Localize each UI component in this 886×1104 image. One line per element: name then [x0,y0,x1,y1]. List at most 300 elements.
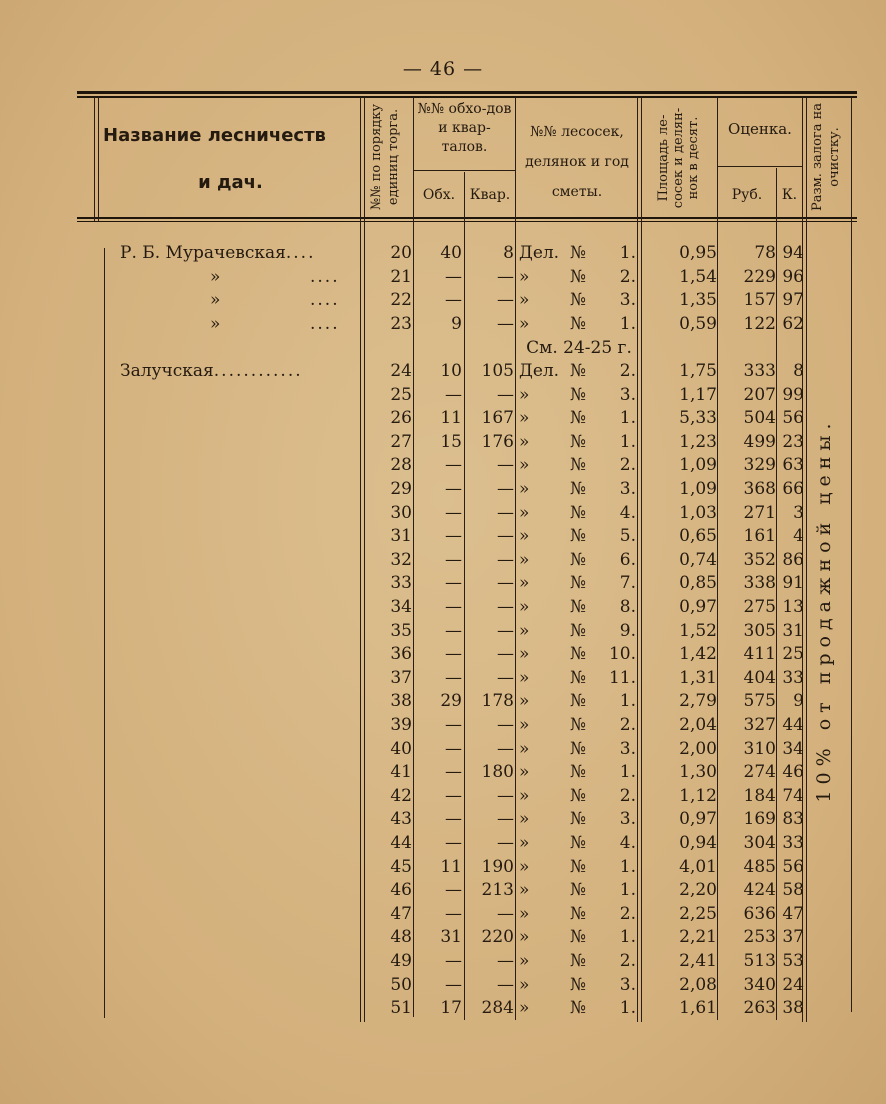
lesoseka-number-cell: 3. [619,384,636,405]
delyanka-cell: » [519,998,530,1019]
forestry-name: Р. Б. Мурачевская [120,243,286,263]
delyanka-cell: Дел. [519,361,560,381]
kopecks-cell: 83 [782,809,804,830]
order-no-cell: 21 [390,266,412,287]
delyanka-cell: » [519,951,530,971]
rubles-cell: 352 [743,549,776,570]
table-top-rule [77,91,857,94]
number-sign-cell: № [569,903,587,924]
delyanka-cell: » [519,785,530,806]
delyanka-cell: » [519,431,530,452]
obhod-cell: 17 [440,998,462,1019]
rubles-cell: 310 [743,738,776,759]
area-cell: 1,03 [679,502,717,523]
obhod-cell: — [445,455,462,476]
table-row [0,478,886,501]
order-no-cell: 38 [390,691,412,712]
year-subheading: См. 24-25 г. [526,338,632,358]
name-col-left-border [94,97,99,221]
obhod-cell: — [445,974,462,995]
rubles-cell: 424 [743,880,776,901]
area-cell: 2,08 [679,974,717,995]
obhod-cell: — [445,644,462,665]
rubles-cell: 333 [743,361,776,381]
kopecks-cell: 97 [782,290,804,311]
header-order-no: №№ по порядку единиц торга. [369,103,401,211]
delyanka-cell: » [519,833,530,853]
lesoseka-number-cell: 1. [619,408,636,429]
obhod-cell: 9 [451,313,462,334]
obhod-cell: — [445,903,462,924]
area-cell: 2,79 [679,691,717,712]
area-cell: 0,97 [679,809,717,830]
table-row [0,384,886,407]
page-number: — 46 — [402,58,484,80]
rubles-cell: 305 [743,620,776,641]
area-cell: 1,31 [679,667,717,688]
number-sign-cell: № [569,431,587,452]
kvartal-cell: — [497,455,514,476]
kopecks-cell: 91 [782,573,804,594]
kvartal-cell: — [497,715,514,735]
kvartal-cell: — [497,597,514,617]
order-no-cell: 33 [390,573,412,594]
lesoseka-number-cell: 2. [619,785,636,806]
obhod-cell: 40 [440,243,462,263]
table-row [0,950,886,973]
kvartal-cell: — [497,266,514,287]
obhod-cell: — [445,479,462,499]
kvartal-cell: — [497,502,514,523]
delyanka-cell: » [519,644,530,665]
kopecks-cell: 86 [782,549,804,570]
order-no-cell: 43 [390,809,412,830]
kvartal-cell: — [497,974,514,995]
delyanka-cell: » [519,502,530,523]
kopecks-cell: 62 [782,313,804,334]
number-sign-cell: № [569,266,587,287]
obhod-cell: — [445,738,462,759]
forestry-name-cell [120,289,360,312]
rubles-cell: 253 [743,927,776,948]
table-row [0,502,886,525]
kopecks-cell: 94 [782,243,804,263]
number-sign-cell: № [569,644,587,665]
number-sign-cell: № [569,573,587,594]
lesoseka-number-cell: 10. [608,644,636,665]
lesoseka-number-cell: 2. [619,715,636,735]
kopecks-cell: 53 [782,951,804,971]
order-no-cell: 30 [390,502,412,523]
obhod-cell: — [445,290,462,311]
table-row [0,313,886,336]
kopecks-cell: 3 [793,502,804,523]
area-cell: 1,30 [679,762,717,783]
forestry-name-cell [120,313,360,336]
rubles-cell: 274 [743,762,776,783]
table-row [0,879,886,902]
obhod-cell: — [445,880,462,901]
table-row [0,242,886,265]
lesoseka-number-cell: 3. [619,974,636,995]
kopecks-cell: 99 [782,384,804,405]
kopecks-cell: 63 [782,455,804,476]
area-cell: 2,04 [679,715,717,735]
obhod-cell: 29 [440,691,462,712]
obhod-cell: — [445,715,462,735]
number-sign-cell: № [569,502,587,523]
kvartal-cell: 180 [481,762,514,783]
number-sign-cell: № [569,667,587,688]
kopecks-cell: 66 [782,479,804,499]
area-cell: 2,20 [679,880,717,901]
number-sign-cell: № [569,762,587,783]
rubles-cell: 78 [754,243,776,263]
delyanka-cell: » [519,313,530,334]
area-cell: 1,52 [679,620,717,641]
kopecks-cell: 44 [782,715,804,735]
order-no-cell: 32 [390,549,412,570]
area-cell: 1,61 [679,998,717,1019]
number-sign-cell: № [569,290,587,311]
delyanka-cell: » [519,479,530,499]
delyanka-cell: » [519,408,530,429]
table-row [0,454,886,477]
table-row [0,289,886,312]
kvartal-cell: — [497,313,514,334]
rubles-cell: 327 [743,715,776,735]
delyanka-cell: » [519,974,530,995]
order-no-cell: 31 [390,526,412,547]
area-cell: 2,25 [679,903,717,924]
rubles-cell: 161 [743,526,776,547]
rubles-cell: 499 [743,431,776,452]
rubles-cell: 263 [743,998,776,1019]
leader-dots: ............ [213,361,303,381]
table-row [0,997,886,1020]
kvartal-cell: 213 [481,880,514,901]
area-cell: 1,23 [679,431,717,452]
header-order-no-cell [362,98,412,216]
table-row [0,926,886,949]
obhod-cell: — [445,597,462,617]
obhod-cell: — [445,809,462,830]
lesoseka-number-cell: 8. [619,597,636,617]
table-row [0,856,886,879]
kvartal-cell: — [497,526,514,547]
kopecks-cell: 56 [782,408,804,429]
table-row [0,266,886,289]
header-area: Площадь ле-сосек и делян-нок в десят. [656,107,701,209]
rubles-cell: 636 [743,903,776,924]
table-row [0,431,886,454]
rubles-cell: 368 [743,479,776,499]
kopecks-cell: 9 [793,691,804,712]
number-sign-cell: № [569,856,587,877]
kvartal-cell: — [497,620,514,641]
header-rub: Руб. [731,187,763,203]
lesoseka-number-cell: 2. [619,903,636,924]
number-sign-cell: № [569,455,587,476]
table-row [0,643,886,666]
delyanka-cell: » [519,738,530,759]
order-no-cell: 49 [390,951,412,971]
rubles-cell: 157 [743,290,776,311]
kopecks-cell: 13 [782,597,804,617]
header-name-line1: Название лесничеств [103,125,326,146]
lesoseka-number-cell: 2. [619,361,636,381]
table-row [0,690,886,713]
number-sign-cell: № [569,620,587,641]
order-no-cell: 22 [390,290,412,311]
lesoseka-number-cell: 6. [619,549,636,570]
kvartal-cell: — [497,809,514,830]
header-name-line2: и дач. [198,172,263,193]
header-estimate: Оценка. [728,120,792,138]
obhod-cell: — [445,384,462,405]
table-row [0,360,886,383]
obhod-cell: 15 [440,431,462,452]
number-sign-cell: № [569,526,587,547]
area-cell: 0,74 [679,549,717,570]
header-deposit: Разм. залога на очистку. [810,103,842,211]
delyanka-cell: » [519,384,530,405]
lesoseka-number-cell: 3. [619,479,636,499]
kvartal-cell: — [497,384,514,405]
rubles-cell: 122 [743,313,776,334]
kvartal-cell: 190 [481,856,514,877]
area-cell: 2,00 [679,738,717,759]
area-cell: 1,12 [679,785,717,806]
number-sign-cell: № [569,361,587,381]
kopecks-cell: 4 [793,526,804,547]
number-sign-cell: № [569,715,587,735]
kopecks-cell: 56 [782,856,804,877]
kvartal-cell: 220 [481,927,514,948]
table-row [0,832,886,855]
order-no-cell: 44 [390,833,412,853]
delyanka-cell: » [519,809,530,830]
rubles-cell: 504 [743,408,776,429]
kvartal-cell: — [497,573,514,594]
obhod-cell: — [445,266,462,287]
kvartal-cell: 167 [481,408,514,429]
number-sign-cell: № [569,998,587,1019]
order-no-cell: 29 [390,479,412,499]
kvartal-cell: 8 [503,243,514,263]
delyanka-cell: Дел. [519,243,560,263]
number-sign-cell: № [569,691,587,712]
kopecks-cell: 25 [782,644,804,665]
delyanka-cell: » [519,667,530,688]
number-sign-cell: № [569,479,587,499]
area-cell: 1,09 [679,455,717,476]
kvartal-cell: 178 [481,691,514,712]
order-no-cell: 45 [390,856,412,877]
rubles-cell: 229 [743,266,776,287]
table-row [0,785,886,808]
number-sign-cell: № [569,549,587,570]
rubles-cell: 485 [743,856,776,877]
kopecks-cell: 8 [793,361,804,381]
forestry-name: » [210,313,221,334]
forestry-name: » [210,290,221,311]
kvartal-cell: — [497,667,514,688]
table-row [0,738,886,761]
delyanka-cell: » [519,455,530,476]
rubles-cell: 169 [743,809,776,830]
deposit-note: 10% от продажной цены. [813,417,835,803]
lesoseka-number-cell: 11. [608,667,636,688]
table-row [0,525,886,548]
kopecks-cell: 24 [782,974,804,995]
number-sign-cell: № [569,408,587,429]
kvartal-cell: — [497,951,514,971]
lesoseka-number-cell: 1. [619,762,636,783]
table-row [0,974,886,997]
rubles-cell: 338 [743,573,776,594]
delyanka-cell: » [519,266,530,287]
delyanka-cell: » [519,290,530,311]
number-sign-cell: № [569,597,587,617]
order-no-cell: 20 [390,243,412,263]
kvartal-cell: — [497,479,514,499]
kopecks-cell: 47 [782,903,804,924]
area-cell: 1,54 [679,266,717,287]
kvartal-cell: — [497,290,514,311]
number-sign-cell: № [569,951,587,971]
order-no-cell: 27 [390,431,412,452]
table-row [0,903,886,926]
rubles-cell: 271 [743,502,776,523]
lesoseka-number-cell: 1. [619,691,636,712]
obhod-cell: — [445,573,462,594]
order-no-cell: 24 [390,361,412,381]
forestry-name: Залучская [120,361,214,381]
delyanka-cell: » [519,903,530,924]
delyanka-cell: » [519,762,530,783]
lesoseka-number-cell: 1. [619,856,636,877]
rubles-cell: 404 [743,667,776,688]
order-no-cell: 28 [390,455,412,476]
table-row [0,667,886,690]
kvartal-cell: — [497,549,514,570]
header-bottom-rule [77,217,857,219]
kopecks-cell: 34 [782,738,804,759]
delyanka-cell: » [519,526,530,547]
table-top-rule-thin [77,96,857,98]
table-row [0,808,886,831]
lesoseka-number-cell: 1. [619,880,636,901]
forestry-name: » [210,266,221,287]
area-cell: 5,33 [679,408,717,429]
leader-dots: .... [310,290,340,311]
number-sign-cell: № [569,785,587,806]
kopecks-cell: 58 [782,880,804,901]
kvartal-cell: — [497,738,514,759]
kopecks-cell: 96 [782,266,804,287]
delyanka-cell: » [519,856,530,877]
kvartal-cell: — [497,785,514,806]
order-no-cell: 50 [390,974,412,995]
order-no-cell: 37 [390,667,412,688]
order-no-cell: 48 [390,927,412,948]
delyanka-cell: » [519,620,530,641]
lesoseka-number-cell: 3. [619,809,636,830]
forestry-name-cell [120,266,360,289]
rubles-cell: 411 [743,644,776,665]
leader-dots: .... [310,266,340,287]
order-no-cell: 40 [390,738,412,759]
lesoseka-number-cell: 1. [619,998,636,1019]
obhod-cell: — [445,951,462,971]
obhod-cell: 31 [440,927,462,948]
header-kop: К. [781,187,798,203]
obhod-cell: 11 [440,408,462,429]
order-no-cell: 23 [390,313,412,334]
area-cell: 0,65 [679,526,717,547]
number-sign-cell: № [569,738,587,759]
order-no-cell: 39 [390,715,412,735]
order-no-cell: 25 [390,384,412,405]
lesoseka-number-cell: 1. [619,927,636,948]
forestry-name-cell [120,360,360,383]
delyanka-cell: » [519,880,530,901]
delyanka-cell: » [519,715,530,735]
lesoseka-number-cell: 1. [619,243,636,263]
rubles-cell: 340 [743,974,776,995]
order-no-cell: 46 [390,880,412,901]
lesoseka-number-cell: 2. [619,266,636,287]
lesoseka-number-cell: 5. [619,526,636,547]
lesoseka-number-cell: 2. [619,455,636,476]
number-sign-cell: № [569,974,587,995]
number-sign-cell: № [569,243,587,263]
number-sign-cell: № [569,313,587,334]
kvartal-cell: — [497,903,514,924]
area-cell: 0,94 [679,833,717,853]
number-sign-cell: № [569,809,587,830]
order-no-cell: 35 [390,620,412,641]
obhod-cell: — [445,762,462,783]
rubles-cell: 329 [743,455,776,476]
rubles-cell: 184 [743,785,776,806]
number-sign-cell: № [569,384,587,405]
delyanka-cell: » [519,573,530,594]
obh-header-rule [414,170,515,171]
area-cell: 1,17 [679,384,717,405]
lesoseka-number-cell: 4. [619,833,636,853]
header-deposit-cell [805,98,851,216]
header-bottom-rule-thin [77,221,857,222]
obhod-cell: — [445,620,462,641]
table-row [0,761,886,784]
order-no-cell: 41 [390,762,412,783]
obhod-cell: 10 [440,361,462,381]
area-cell: 1,35 [679,290,717,311]
kopecks-cell: 33 [782,833,804,853]
lesoseka-number-cell: 3. [619,290,636,311]
table-row [0,407,886,430]
table-row [0,596,886,619]
order-no-cell: 36 [390,644,412,665]
lesoseka-number-cell: 1. [619,313,636,334]
delyanka-cell: » [519,549,530,570]
table-row [0,714,886,737]
rubles-cell: 513 [743,951,776,971]
forestry-name-cell [120,242,360,265]
kvartal-cell: 105 [481,361,514,381]
